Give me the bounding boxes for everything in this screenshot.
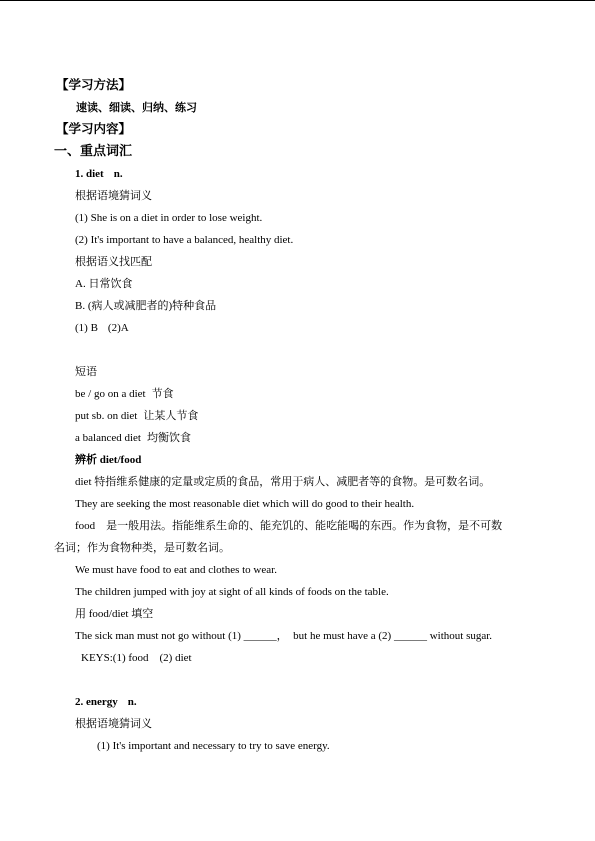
word1-match-label: 根据语义找匹配 xyxy=(75,256,152,268)
diet-example: They are seeking the most reasonable diet which will do good to their health. xyxy=(75,498,415,510)
word1-answers xyxy=(75,321,129,335)
method-heading: 【学习方法】 xyxy=(56,78,132,92)
word1-example-2: (2) It's important to have a balanced, healthy diet. xyxy=(75,234,294,246)
phrase-3 xyxy=(75,431,191,445)
word1-number: 1. diet xyxy=(75,168,104,180)
word1-title xyxy=(75,167,123,181)
food-description-line-2: 名词；作为食物种类，是可数名词。 xyxy=(54,542,230,554)
phrase-1-zh: 节食 xyxy=(151,388,174,400)
word2-number: 2. energy xyxy=(75,696,118,708)
vocab-heading: 一、重点词汇 xyxy=(54,143,133,158)
word2-title xyxy=(75,695,137,709)
word2-example-1: (1) It's important and necessary to try to save energy. xyxy=(97,740,330,752)
word1-answer-2: (2)A xyxy=(107,322,129,334)
phrase-1 xyxy=(75,387,174,401)
phrase-2-zh: 让某人节食 xyxy=(143,410,199,422)
food-example-1: We must have food to eat and clothes to wear. xyxy=(75,564,277,576)
food-description-line-1: food 是一般用法。指能维系生命的、能充饥的、能吃能喝的东西。作为食物，是不可数 xyxy=(75,520,503,532)
phrase-1-en: be / go on a diet xyxy=(75,388,146,400)
phrase-3-en: a balanced diet xyxy=(75,432,141,444)
word1-pos: n. xyxy=(113,168,123,180)
word1-example-1: (1) She is on a diet in order to lose weight. xyxy=(75,212,263,224)
food-example-2: The children jumped with joy at sight of all kinds of foods on the table. xyxy=(75,586,389,598)
phrase-2 xyxy=(75,409,198,423)
word2-pos: n. xyxy=(127,696,137,708)
diet-description: diet 特指维系健康的定量或定质的食品，常用于病人、减肥者等的食物。是可数名词。 xyxy=(75,476,491,488)
word1-answer-1: (1) B xyxy=(75,322,98,334)
fill-sentence: The sick man must not go without (1) ______， but he must have a (2) ______ without sugar. xyxy=(75,630,493,642)
fill-keys: KEYS:(1) food (2) diet xyxy=(81,652,192,664)
analysis-label: 辨析 diet/food xyxy=(75,454,142,466)
word2-guess-label: 根据语境猜词义 xyxy=(75,718,152,730)
word1-option-b: B. (病人或减肥者的)特种食品 xyxy=(75,300,217,312)
top-rule xyxy=(0,0,595,1)
phrase-3-zh: 均衡饮食 xyxy=(146,432,191,444)
phrase-label: 短语 xyxy=(75,366,97,378)
fill-label: 用 food/diet 填空 xyxy=(75,608,154,620)
word1-option-a: A. 日常饮食 xyxy=(75,278,133,290)
phrase-2-en: put sb. on diet xyxy=(75,410,138,422)
word1-guess-label: 根据语境猜词义 xyxy=(75,190,152,202)
content-heading: 【学习内容】 xyxy=(56,122,132,136)
method-list: 速读、细读、归纳、练习 xyxy=(76,102,197,114)
